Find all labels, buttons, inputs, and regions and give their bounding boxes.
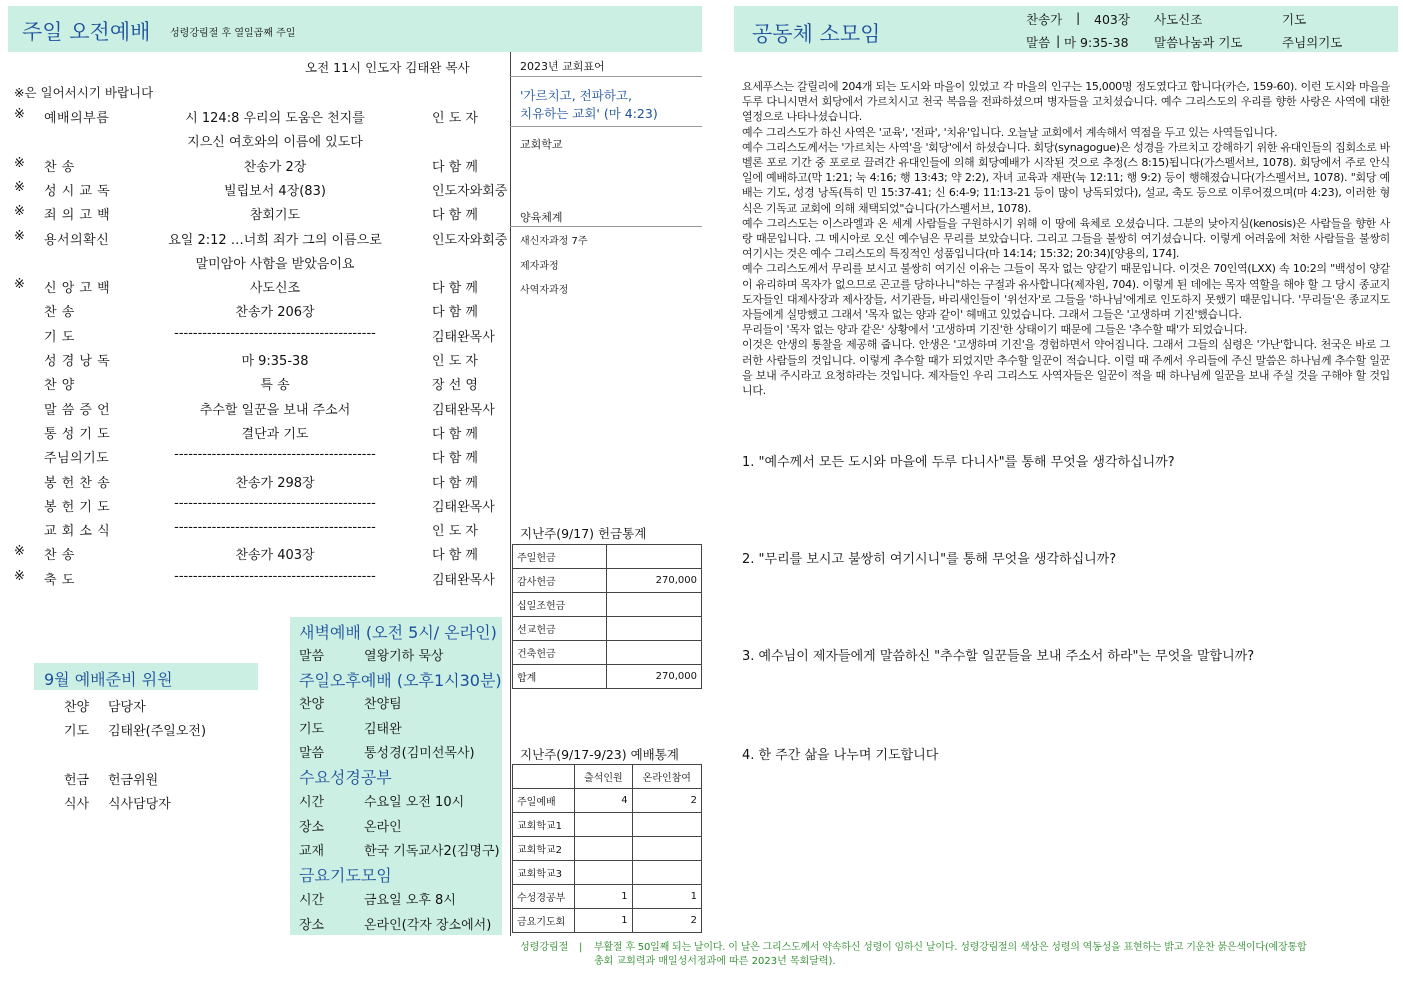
wed-key: 교재: [299, 844, 325, 859]
course-3: 사역자과정: [520, 285, 569, 296]
afternoon-value: 김태완: [364, 721, 402, 737]
order-content: -------------------------------------------: [174, 325, 376, 341]
committee-person: 식사담당자: [108, 797, 171, 812]
order-content: 사도신조: [249, 281, 301, 297]
order-who: 김태완목사: [432, 499, 495, 515]
order-row: [0, 492, 510, 516]
motto-title: 2023년 교회표어: [520, 60, 605, 73]
question-item: 3. 예수님이 제자들에게 말씀하신 "추수할 일꾼들을 보내 주소서 하라"는 무엇을 말합니까?: [742, 649, 1255, 664]
offering-row: [513, 665, 702, 689]
training-divider: [510, 226, 702, 227]
order-who: 다 함 께: [432, 548, 478, 564]
order-row: [0, 395, 510, 419]
wed-title: 수요성경공부: [299, 768, 392, 787]
order-star: ※: [14, 568, 25, 584]
offering-value: [607, 617, 702, 641]
attendance-label: 교회학교3: [513, 861, 575, 885]
offering-label: 선교헌금: [513, 617, 607, 641]
order-content: 찬송가 2장: [243, 159, 307, 175]
order-item: 교 회 소 식: [44, 524, 111, 540]
order-content: 찬송가 298장: [235, 475, 315, 491]
order-who: 다 함 께: [432, 475, 478, 491]
course-2: 제자과정: [520, 261, 559, 272]
offering-label: 감사헌금: [513, 569, 607, 593]
attendance-row: [513, 813, 702, 837]
order-item: 찬 송: [44, 548, 75, 564]
footer-divider: |: [579, 942, 583, 953]
question-item: 1. "예수께서 모든 도시와 마을에 두루 다니사"를 통해 무엇을 생각하십니까?: [742, 455, 1175, 470]
order-item: 축 도: [44, 572, 75, 588]
order-item: 봉 헌 찬 송: [44, 475, 111, 491]
offering-value: [607, 545, 702, 569]
motto-line1: '가르치고, 전파하고,: [520, 88, 632, 103]
afternoon-value: 찬양팀: [364, 697, 402, 712]
attendance-present: [575, 861, 633, 885]
offering-row: [513, 569, 702, 593]
attendance-label: 금요기도회: [513, 909, 575, 933]
offering-row: [513, 641, 702, 665]
order-item: 봉 헌 기 도: [44, 499, 111, 515]
leader-line: 오전 11시 인도자 김태완 목사: [305, 60, 470, 75]
order-who: 다 함 께: [432, 305, 478, 321]
order-who: 다 함 께: [432, 208, 478, 224]
offering-value: [607, 641, 702, 665]
order-content: 말미암아 사함을 받았음이요: [195, 256, 355, 272]
order-row: [0, 468, 510, 492]
order-content: -------------------------------------------: [174, 447, 376, 463]
order-row: [0, 249, 510, 273]
column-divider: [510, 52, 511, 936]
wed-value: 온라인: [364, 819, 402, 835]
order-who: 다 함 께: [432, 426, 478, 442]
fri-key: 시간: [299, 893, 325, 908]
order-star: ※: [14, 228, 25, 244]
order-item: 죄 의 고 백: [44, 208, 111, 224]
dawn-key: 말씀: [299, 649, 325, 664]
attendance-present: [575, 813, 633, 837]
order-content: 찬송가 206장: [235, 305, 315, 321]
order-star: ※: [14, 107, 25, 122]
order-item: 성 시 교 독: [44, 183, 111, 199]
attendance-head-row: [513, 765, 702, 789]
order-content: 찬송가 403장: [235, 548, 315, 564]
fri-key: 장소: [299, 917, 325, 933]
creed-label: 사도신조: [1154, 12, 1203, 27]
order-who: 장 선 영: [432, 378, 478, 394]
order-content: 요일 2:12 …너희 죄가 그의 이름으로: [168, 232, 382, 248]
offering-row: [513, 593, 702, 617]
order-item: 기 도: [44, 329, 75, 345]
offering-label: 합계: [513, 665, 607, 689]
order-row: [0, 370, 510, 394]
training-label: 양육체계: [520, 211, 563, 224]
attendance-row: [513, 909, 702, 933]
afternoon-key: 말씀: [299, 746, 325, 761]
attendance-label: 교회학교1: [513, 813, 575, 837]
study-paragraph: 예수 그리스도가 하신 사역은 '교육', '전파', '치유'입니다. 오늘날 교회에서 계속해서 역점을 두고 있는 사역들입니다.: [742, 125, 1278, 139]
study-paragraph: 예수 그리스도는 이스라엘과 온 세계 사람들을 구원하시기 위해 이 땅에 육체로 오셨습니다. 그분의 낮아지심(kenosis)은 사람들을 향한 사랑 때문입니다. 그 메시아로 오신 예수님은 무리를 보았습니다. 그리고 그들을 불쌍히 여기셨습니다. 이렇게 어려움에 처한 사람들을 불쌍히 여기시는 것은 예수 그리스도의 특징적인 성품입니다(마 14:14; 15:32; 20:34)[양용의, 174].: [742, 216, 1390, 261]
committee-title: 9월 예배준비 위원: [44, 670, 173, 689]
order-who: 인 도 자: [432, 111, 478, 126]
order-content: 빌립보서 4장(83): [224, 183, 326, 199]
hymn-label: 찬송가: [1026, 12, 1063, 27]
order-row: [0, 322, 510, 346]
committee-list: [64, 696, 264, 816]
page-subtitle: 성령강림절 후 열일곱째 주일: [170, 28, 296, 39]
order-content: 참회기도: [249, 208, 301, 224]
attendance-online: [632, 813, 701, 837]
order-row: [0, 127, 510, 151]
order-row: [0, 297, 510, 321]
question-item: 4. 한 주간 삶을 나누며 기도합니다: [742, 748, 939, 763]
afternoon-value: 통성경(김미선목사): [364, 746, 475, 761]
question-item: 2. "무리를 보시고 불쌍히 여기시니"를 통해 무엇을 생각하십니까?: [742, 552, 1117, 567]
order-row: [0, 346, 510, 370]
motto-line2: 치유하는 교회' (마 4:23): [520, 106, 658, 121]
afternoon-title: 주일오후예배 (오후1시30분): [299, 671, 502, 690]
attendance-present: 4: [575, 789, 633, 813]
study-paragraph: 예수 그리스도께서는 '가르치는 사역'을 '회당'에서 하셨습니다. 회당(synagogue)은 성경을 가르치고 강해하기 위한 유대인들의 집회소로 바벨론 포로 기간 중 포로로 끌려간 유대인들에 의해 회당예배가 시작된 것으로 추정(스 8:15)됩니다(가스펠서브, 1078). 회당에서 주로 안식일에 예배하고(막 1:21; 눅 4:16; 행 13:43; 약 2:2), 자녀 교육과 재판(눅 12:11; 행 9:2) 등이 행해졌습니다(가스펠서브, 1078). "회당 예배는 기도, 성경 낭독(특히 민 15:37-41; 신 6:4-9; 11:13-21 등이 많이 낭독되었다), 설교, 축도 등으로 이루어졌으며(마 4:23), 이러한 형식은 기독교 교회에 의해 채택되었"습니다(가스펠서브, 1078).: [742, 140, 1390, 215]
attendance-label: 주일예배: [513, 789, 575, 813]
page-title: 주일 오전예배: [22, 20, 151, 44]
attendance-online: 2: [632, 789, 701, 813]
order-star: ※: [14, 544, 25, 560]
order-item: 찬 송: [44, 159, 75, 175]
motto-divider: [510, 76, 702, 77]
attendance-head-online: 온라인참여: [632, 765, 701, 789]
worship-order: [0, 103, 510, 593]
attendance-present: [575, 837, 633, 861]
attendance-online: 1: [632, 885, 701, 909]
order-row: [0, 540, 510, 564]
sharing-label: 말씀나눔과 기도: [1154, 35, 1243, 50]
stand-note: ※은 일어서시기 바랍니다: [14, 85, 154, 100]
offering-row: [513, 545, 702, 569]
prayer-label: 기도: [1282, 12, 1307, 27]
committee-person: 헌금위원: [108, 773, 159, 788]
order-who: 김태완목사: [432, 329, 495, 345]
order-row: [0, 443, 510, 467]
offering-title: 지난주(9/17) 헌금통계: [520, 526, 647, 541]
afternoon-key: 찬양: [299, 697, 325, 712]
order-row: [0, 200, 510, 224]
order-star: ※: [14, 179, 25, 195]
order-who: 다 함 께: [432, 281, 478, 297]
order-item: 말 씀 증 언: [44, 402, 111, 418]
order-row: [0, 176, 510, 200]
order-who: 인도자와회중: [432, 183, 508, 199]
attendance-row: [513, 861, 702, 885]
study-paragraph: 요세푸스는 갈릴리에 204개 되는 도시와 마을이 있었고 각 마을의 인구는 15,000명 정도였다고 합니다(카슨, 159-60). 이런 도시와 마을을 두루 다니시면서 회당에서 가르치시고 천국 복음을 전파하셨으며 병자들을 고치셨습니다. 예수 그리스도의 우리를 향한 사랑은 사역에 대한 열정으로 나타나셨습니다.: [742, 80, 1390, 124]
word-label: 말씀: [1026, 35, 1051, 50]
group-title: 공동체 소모임: [752, 22, 881, 46]
attendance-present: 1: [575, 885, 633, 909]
divider-mark: |: [1076, 10, 1081, 25]
question-list: [742, 0, 1390, 800]
order-star: ※: [14, 155, 25, 171]
study-paragraph: 이것은 안생의 통찰을 제공해 줍니다. 안생은 '고생하며 기진'을 경험하면서 약어집니다. 그래서 그들의 심령은 '가난'합니다. 천국은 바로 그러한 사람들의 것입니다. 이렇게 추수할 때가 되었지만 추수할 일꾼이 적습니다. 이럴 때 주께서 우리들에 주신 말씀은 하나님께 추수할 일꾼을 보내 주시라고 요청하라는 것입니다. 제자들인 우리 그리스도 사역자들은 일꾼이 적을 때 하나님께 일꾼을 보내 주실 것을 구해야 할 것입니다.: [742, 338, 1390, 398]
offering-value: [607, 593, 702, 617]
divider-mark-2: |: [1056, 33, 1061, 48]
offering-table: [512, 544, 702, 689]
school-label: 교회학교: [520, 138, 563, 151]
afternoon-key: 기도: [299, 721, 325, 737]
attendance-head-present: 출석인원: [575, 765, 633, 789]
order-item: 찬 송: [44, 305, 75, 321]
order-who: 인 도 자: [432, 354, 478, 369]
lords-prayer-label: 주님의기도: [1282, 35, 1343, 50]
fri-value: 금요일 오후 8시: [364, 893, 456, 908]
attendance-label: 교회학교2: [513, 837, 575, 861]
offering-label: 십일조헌금: [513, 593, 607, 617]
order-who: 김태완목사: [432, 572, 495, 588]
dawn-value: 열왕기하 묵상: [364, 649, 444, 664]
attendance-label: 수성경공부: [513, 885, 575, 909]
order-who: 다 함 께: [432, 451, 478, 467]
committee-role: 찬양: [64, 700, 90, 715]
footer-label: 성령강림절: [520, 942, 569, 953]
attendance-row: [513, 789, 702, 813]
order-item: 성 경 낭 독: [44, 354, 111, 369]
order-row: [0, 273, 510, 297]
order-row: [0, 565, 510, 589]
attendance-head-blank: [513, 765, 575, 789]
committee-header: [34, 663, 258, 690]
order-item: 신 앙 고 백: [44, 281, 111, 297]
order-who: 김태완목사: [432, 402, 495, 418]
order-item: 찬 양: [44, 378, 75, 394]
order-who: 인도자와회중: [432, 232, 508, 248]
committee-person: 김태완(주일오전): [108, 724, 207, 739]
committee-role: 식사: [64, 797, 90, 812]
order-content: 지으신 여호와의 이름에 있도다: [187, 135, 363, 151]
attendance-row: [513, 885, 702, 909]
order-content: -------------------------------------------: [174, 520, 376, 536]
order-row: [0, 516, 510, 540]
committee-role: 기도: [64, 724, 90, 739]
wed-value: 수요일 오전 10시: [364, 795, 465, 810]
order-item: 예배의부름: [44, 111, 110, 126]
order-who: 다 함 께: [432, 159, 478, 175]
order-item: 통 성 기 도: [44, 426, 111, 442]
order-item: 주님의기도: [44, 451, 110, 467]
order-content: 마 9:35-38: [241, 354, 309, 369]
footer-line-1: 부활절 후 50일째 되는 날이다. 이 날은 그리스도께서 약속하신 성령이 임하신 날이다. 성령강림절의 색상은 성령의 역동성을 표현하는 밝고 기운찬 붉은색이다(예장통합: [594, 942, 1307, 953]
attendance-table: [512, 764, 702, 933]
scripture-ref: 마 9:35-38: [1064, 35, 1129, 50]
study-paragraph: 예수 그리스도께서 무리를 보시고 불쌍히 여기신 이유는 그들이 목자 없는 양같기 때문입니다. 이것은 70인역(LXX) 속 10:2의 "백성이 양같이 유리하며 목자가 없으므로 곤고를 당하나니"하는 구절과 유사합니다(제자원, 704). 이렇게 된 데에는 목자 역할을 해야 할 그 당시 종교지도자들인 대제사장과 제사장들, 서기관들, 바리새인들이 '위선자'로 그들을 '하나님'에게로 인도하지 못했기 때문입니다. '무리들'은 종교지도자들에게 실망했고 그래서 '목자 없는 양과 같이' 헤매고 있었습니다. 그래서 그들은 '고생하며 기진'했습니다.: [742, 262, 1390, 322]
attendance-online: [632, 837, 701, 861]
wed-key: 시간: [299, 795, 325, 810]
offering-label: 주일헌금: [513, 545, 607, 569]
offering-value: 270,000: [607, 665, 702, 689]
order-row: [0, 419, 510, 443]
wed-key: 장소: [299, 819, 325, 835]
footer-line-2: 총회 교회력과 매일성서정과에 따른 2023년 목회달력).: [594, 956, 836, 967]
attendance-row: [513, 837, 702, 861]
study-paragraph: 무리들이 '목자 없는 양과 같은' 상황에서 '고생하며 기진'한 상태이기 때문에 그들은 '추수할 때'가 되었습니다.: [742, 323, 1248, 337]
dawn-title: 새벽예배 (오전 5시/ 온라인): [299, 623, 497, 642]
committee-role: 헌금: [64, 773, 90, 788]
order-row: [0, 225, 510, 249]
attendance-title: 지난주(9/17-9/23) 예배통계: [520, 747, 679, 762]
attendance-online: [632, 861, 701, 885]
order-row: [0, 103, 510, 127]
attendance-present: 1: [575, 909, 633, 933]
committee-person: 담당자: [108, 700, 146, 715]
order-content: 특 송: [260, 378, 290, 394]
services-box: [290, 617, 502, 935]
attendance-online: 2: [632, 909, 701, 933]
motto-divider-2: [510, 126, 702, 127]
offering-label: 건축헌금: [513, 641, 607, 665]
order-row: [0, 152, 510, 176]
order-content: -------------------------------------------: [174, 568, 376, 584]
hymn-number: 403장: [1094, 12, 1130, 27]
order-item: 용서의확신: [44, 232, 110, 248]
fri-value: 온라인(각자 장소에서): [364, 917, 492, 933]
order-star: ※: [14, 277, 25, 293]
left-header-band: [8, 6, 702, 52]
order-who: 인 도 자: [432, 524, 478, 540]
order-content: 결단과 기도: [241, 426, 309, 442]
order-content: 시 124:8 우리의 도움은 천지를: [185, 111, 365, 126]
order-star: ※: [14, 204, 25, 220]
order-content: -------------------------------------------: [174, 495, 376, 511]
order-content: 추수할 일꾼을 보내 주소서: [199, 402, 351, 418]
offering-value: 270,000: [607, 569, 702, 593]
course-1: 새신자과정 7주: [520, 236, 588, 247]
fri-title: 금요기도모임: [299, 866, 392, 885]
offering-row: [513, 617, 702, 641]
wed-value: 한국 기독교사2(김명구): [364, 844, 500, 859]
